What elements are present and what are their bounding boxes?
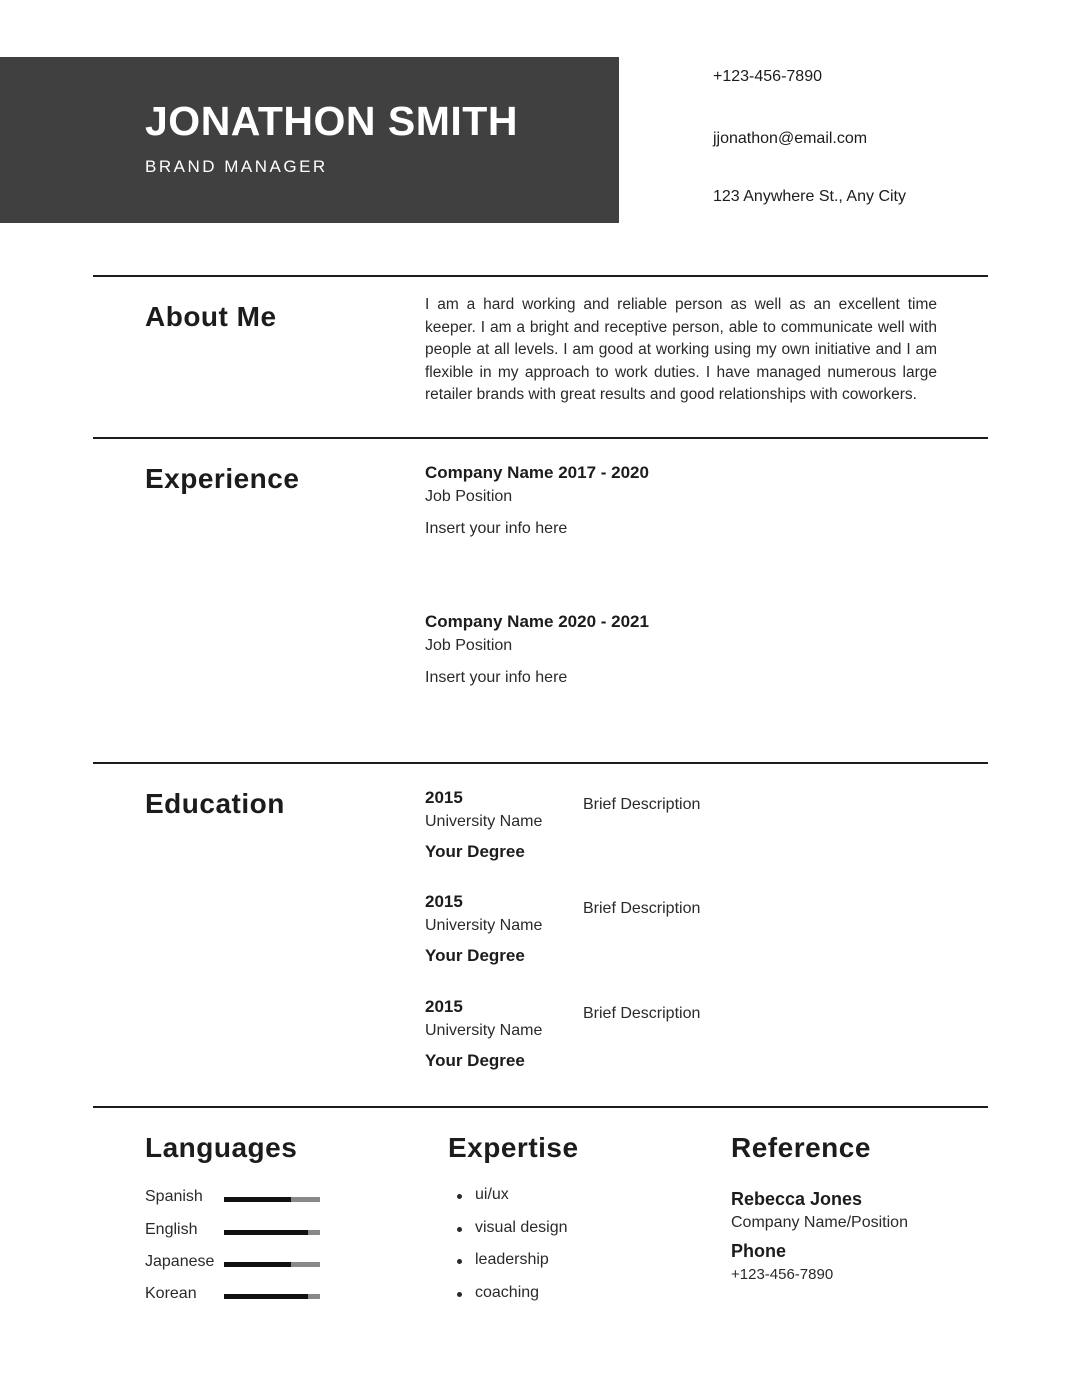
education-item [425, 997, 542, 1071]
expertise-item: visual design [475, 1218, 568, 1236]
education-year: 2015 [425, 788, 463, 807]
education-university: University Name [425, 1022, 543, 1039]
language-name: Spanish [145, 1188, 203, 1205]
language-bar-fill [224, 1197, 291, 1202]
education-item [425, 788, 542, 862]
education-degree: Your Degree [425, 946, 525, 965]
contact-address: 123 Anywhere St., Any City [713, 188, 906, 205]
expertise-item: coaching [475, 1283, 540, 1301]
experience-position: Job Position [425, 637, 513, 654]
experience-item [425, 612, 649, 687]
reference-block [731, 1189, 908, 1283]
contact-email: jjonathon@email.com [713, 130, 868, 147]
reference-name: Rebecca Jones [731, 1189, 863, 1209]
education-description: Brief Description [583, 796, 701, 813]
bullet-icon [457, 1259, 462, 1264]
language-name: English [145, 1221, 198, 1238]
divider [93, 1106, 988, 1108]
language-bar-track [224, 1294, 320, 1299]
education-university: University Name [425, 813, 543, 830]
education-description: Brief Description [583, 1005, 701, 1022]
job-title: BRAND MANAGER [145, 157, 328, 176]
divider [93, 437, 988, 439]
language-name: Korean [145, 1285, 197, 1302]
list-item [457, 1284, 568, 1317]
experience-info: Insert your info here [425, 669, 568, 686]
language-bar-track [224, 1230, 320, 1235]
reference-company: Company Name/Position [731, 1214, 908, 1231]
education-heading: Education [145, 788, 285, 819]
experience-company: Company Name 2017 - 2020 [425, 463, 649, 482]
contact-phone: +123-456-7890 [713, 68, 822, 85]
expertise-item: leadership [475, 1251, 549, 1268]
experience-info: Insert your info here [425, 520, 568, 537]
education-item [425, 892, 542, 966]
expertise-item: ui/ux [475, 1186, 509, 1203]
education-degree: Your Degree [425, 1051, 525, 1070]
experience-item [425, 463, 649, 538]
languages-heading: Languages [145, 1132, 298, 1163]
bullet-icon [457, 1227, 462, 1232]
about-text: I am a hard working and reliable person as well as an excellent time keeper. I am a bright and receptive person, able to communicate well with people at all levels. I am good at working using my own initiative and I am flexible in my approach to work duties. I have managed numerous large retailer brands with great results and good relationships with coworkers. [425, 296, 937, 404]
language-name: Japanese [145, 1253, 215, 1270]
divider [93, 762, 988, 764]
language-bar-fill [224, 1262, 291, 1267]
language-bar-track [224, 1262, 320, 1267]
education-degree: Your Degree [425, 842, 525, 861]
bullet-icon [457, 1194, 462, 1199]
education-description: Brief Description [583, 900, 701, 917]
education-year: 2015 [425, 892, 463, 911]
education-university: University Name [425, 917, 543, 934]
list-item [457, 1251, 568, 1284]
list-item [457, 1219, 568, 1252]
reference-phone: +123-456-7890 [731, 1266, 834, 1283]
language-bar-fill [224, 1294, 308, 1299]
about-heading: About Me [145, 301, 277, 332]
bullet-icon [457, 1292, 462, 1297]
person-name: JONATHON SMITH [145, 98, 518, 144]
list-item [457, 1186, 568, 1219]
education-year: 2015 [425, 997, 463, 1016]
language-bar-track [224, 1197, 320, 1202]
reference-heading: Reference [731, 1132, 871, 1163]
experience-company: Company Name 2020 - 2021 [425, 612, 649, 631]
experience-position: Job Position [425, 488, 513, 505]
reference-phone-label: Phone [731, 1241, 787, 1261]
divider [93, 275, 988, 277]
expertise-heading: Expertise [448, 1132, 579, 1163]
expertise-list [457, 1186, 568, 1316]
experience-heading: Experience [145, 463, 300, 494]
language-bar-fill [224, 1230, 308, 1235]
